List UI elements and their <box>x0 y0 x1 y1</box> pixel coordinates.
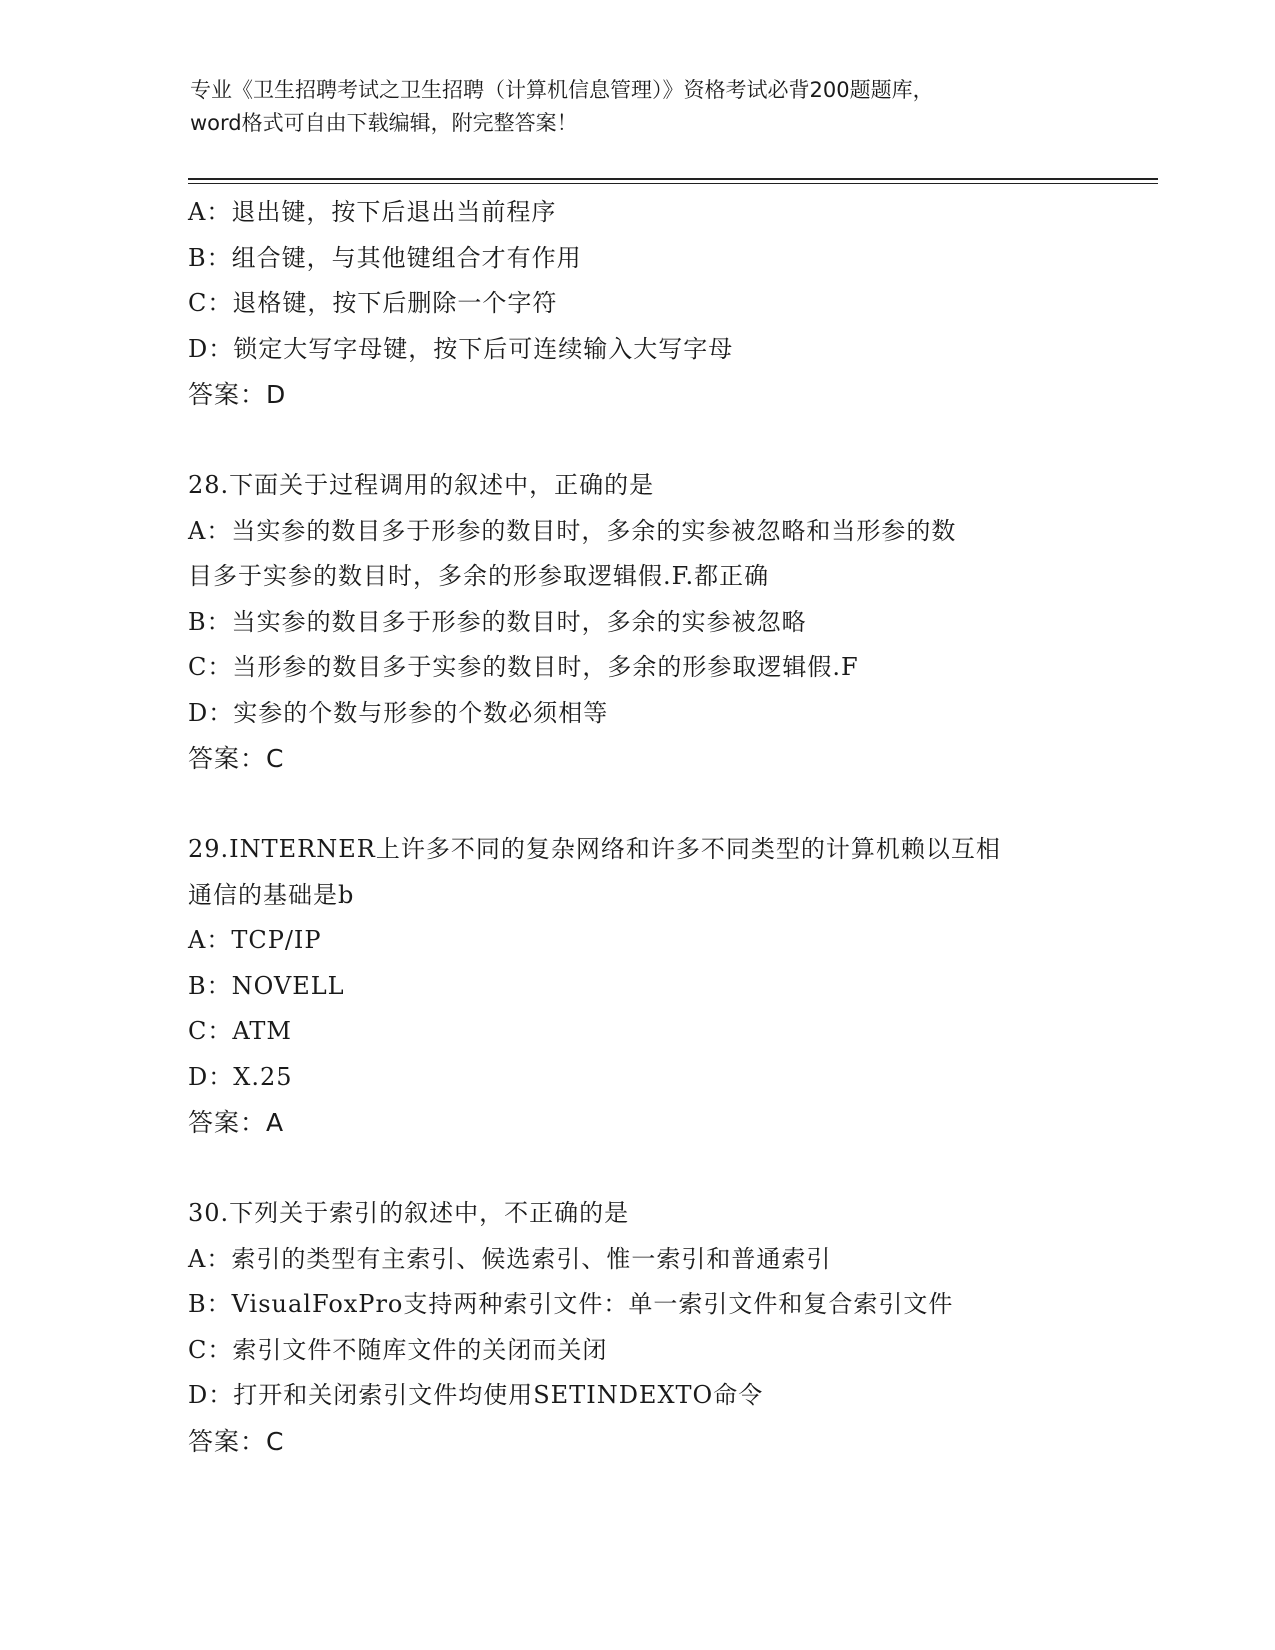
option-b: B：VisualFoxPro支持两种索引文件：单一索引文件和复合索引文件 <box>188 1290 954 1318</box>
option-b: B：NOVELL <box>188 971 345 1000</box>
answer-line: 答案：C <box>188 744 285 773</box>
spacer <box>188 782 1088 828</box>
header-line-1: 专业《卫生招聘考试之卫生招聘（计算机信息管理）》资格考试必背200题题库， <box>190 78 934 102</box>
option-a-continued: 目多于实参的数目时，多余的形参取逻辑假.F.都正确 <box>188 562 770 590</box>
option-b: B：当实参的数目多于形参的数目时，多余的实参被忽略 <box>188 607 807 636</box>
option-b: B：组合键，与其他键组合才有作用 <box>188 243 582 272</box>
question-block-29 <box>188 827 1088 1146</box>
question-stem: 30.下列关于索引的叙述中，不正确的是 <box>188 1199 630 1227</box>
option-c: C：当形参的数目多于实参的数目时，多余的形参取逻辑假.F <box>188 653 859 681</box>
option-d: D：打开和关闭索引文件均使用SETINDEXTO命令 <box>188 1381 764 1409</box>
option-d: D：X.25 <box>188 1062 293 1091</box>
document-body <box>188 190 1088 1464</box>
spacer <box>188 1146 1088 1192</box>
option-c: C：索引文件不随库文件的关闭而关闭 <box>188 1335 608 1364</box>
question-block-27 <box>188 190 1088 418</box>
option-a: A：TCP/IP <box>188 926 322 954</box>
document-header <box>190 74 1090 140</box>
option-a: A：当实参的数目多于形参的数目时，多余的实参被忽略和当形参的数 <box>188 516 957 545</box>
question-block-30 <box>188 1191 1088 1464</box>
option-c: C：退格键，按下后删除一个字符 <box>188 289 558 317</box>
header-divider-thick <box>188 178 1158 180</box>
question-stem-continued: 通信的基础是b <box>188 880 355 909</box>
answer-line: 答案：C <box>188 1426 285 1456</box>
question-block-28 <box>188 463 1088 782</box>
option-d: D：锁定大写字母键，按下后可连续输入大写字母 <box>188 334 734 363</box>
spacer <box>188 418 1088 464</box>
option-c: C：ATM <box>188 1017 292 1045</box>
option-a: A：索引的类型有主索引、候选索引、惟一索引和普通索引 <box>188 1244 832 1273</box>
option-a: A：退出键，按下后退出当前程序 <box>188 198 557 226</box>
header-divider-thin <box>188 183 1158 184</box>
question-stem: 28.下面关于过程调用的叙述中，正确的是 <box>188 471 655 499</box>
question-stem: 29.INTERNER上许多不同的复杂网络和许多不同类型的计算机赖以互相 <box>188 835 1001 863</box>
answer-line: 答案：A <box>188 1108 285 1137</box>
header-line-2: word格式可自由下载编辑，附完整答案！ <box>190 111 578 135</box>
answer-line: 答案：D <box>188 380 287 409</box>
option-d: D：实参的个数与形参的个数必须相等 <box>188 698 609 727</box>
